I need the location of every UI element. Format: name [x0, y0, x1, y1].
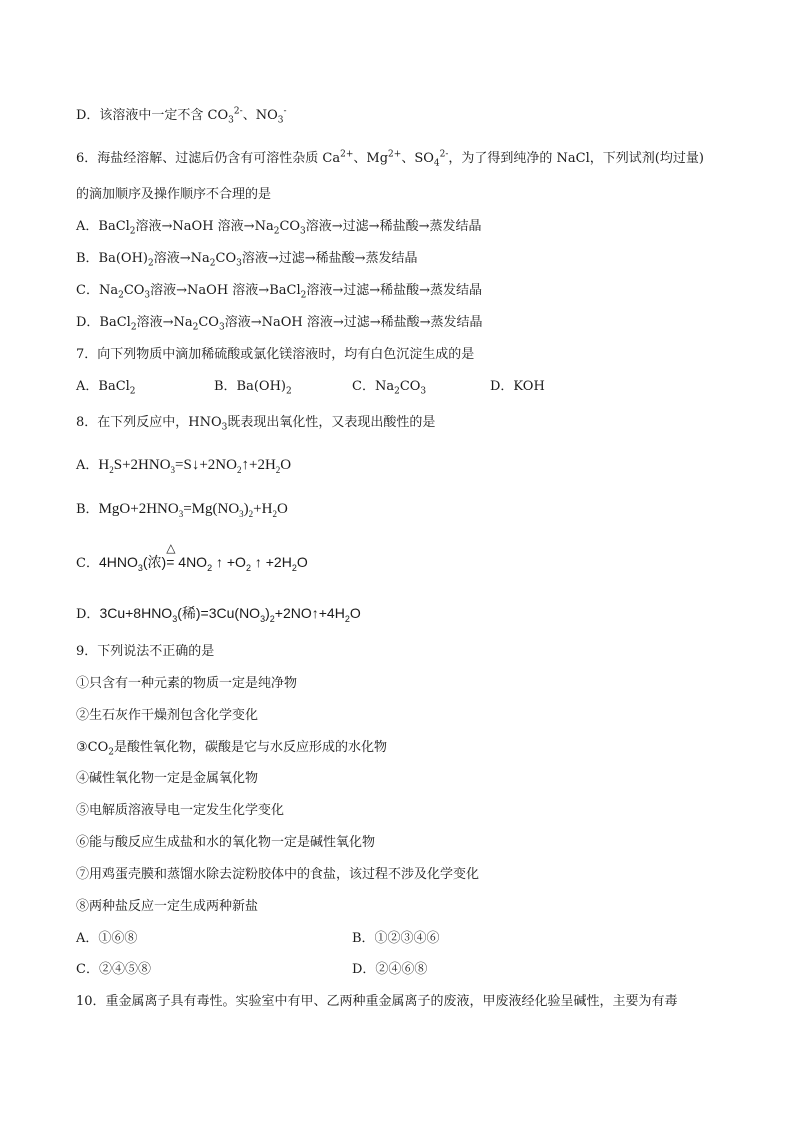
- q6-option-a[interactable]: A．BaCl$_2$溶液→NaOH 溶液$\to Na_2CO_3$溶液→过滤→稀盐酸→蒸发结晶: [76, 219, 482, 237]
- q7-option-b[interactable]: B．$Ba(OH)_2$: [214, 379, 292, 397]
- q9-statement-3: $③CO_2$是酸性氧化物，碳酸是它与水反应形成的水化物: [76, 740, 388, 758]
- q8-d-equation: $3Cu+8HNO_3$(稀)$=3Cu(NO_3)_2+2NO↑+4H_2O$: [99, 605, 361, 624]
- q9-option-b[interactable]: B．①②③④⑥: [352, 931, 440, 946]
- q9-statement-2: ②生石灰作干燥剂包含化学变化: [76, 708, 259, 723]
- q9-stem: 9．下列说法不正确的是: [76, 644, 215, 659]
- q7-stem: 7．向下列物质中滴加稀硫酸或氯化镁溶液时，均有白色沉淀生成的是: [76, 347, 475, 362]
- q8-c-equation: $4HNO_3$(浓) △ = $4NO_2$ ↑ $+O_2$ ↑ $+2H_2O$: [98, 541, 308, 573]
- q9-option-a[interactable]: A．①⑥⑧: [76, 931, 138, 946]
- q8-b-equation: $MgO+2HNO_3=Mg(NO_3)_2+H_2O$: [98, 501, 288, 519]
- q9-option-d[interactable]: D．②④⑥⑧: [352, 962, 428, 977]
- q6-option-c[interactable]: C．$Na_2CO_3$溶液→NaOH 溶液→BaCl$_2$溶液→过滤→稀盐酸→蒸发结晶: [76, 283, 483, 301]
- q7-option-d[interactable]: D．KOH: [490, 379, 545, 394]
- q9-statement-6: ⑥能与酸反应生成盐和水的氧化物一定是碱性氧化物: [76, 835, 376, 850]
- q8-stem: 8．在下列反应中，$HNO_3$既表现出氧化性，又表现出酸性的是: [76, 415, 436, 433]
- q9-option-c[interactable]: C．②④⑤⑧: [76, 962, 151, 977]
- q8-option-b[interactable]: B．$MgO+2HNO_3=Mg(NO_3)_2+H_2O$: [76, 501, 288, 519]
- q8-option-d[interactable]: D．$3Cu+8HNO_3$(稀)$=3Cu(NO_3)_2+2NO↑+4H_2O$: [76, 605, 361, 624]
- q8-a-equation: $H_2S+2HNO_3=S↓+2NO_2↑+2H_2O$: [98, 457, 292, 475]
- q9-statement-1: ①只含有一种元素的物质一定是纯净物: [76, 676, 298, 691]
- q6-stem-line2: 的滴加顺序及操作顺序不合理的是: [76, 187, 272, 202]
- q9-statement-4: ④碱性氧化物一定是金属氧化物: [76, 771, 259, 786]
- heating-symbol: △ =: [166, 541, 176, 570]
- q7-option-a[interactable]: A．BaCl$_2$: [76, 379, 136, 397]
- q5-option-d[interactable]: D．该溶液中一定不含 $CO_3^{2-}$、$NO_3^-$: [76, 106, 287, 126]
- q8-option-c[interactable]: C．$4HNO_3$(浓) △ = $4NO_2$ ↑ $+O_2$ ↑ $+2H_2O$: [76, 541, 308, 573]
- q9-statement-5: ⑤电解质溶液导电一定发生化学变化: [76, 803, 285, 818]
- q5-d-text: D．该溶液中一定不含 CO: [76, 108, 229, 123]
- q6-stem-line1: 6．海盐经溶解、过滤后仍含有可溶性杂质 $Ca^{2+}$、$Mg^{2+}$、$SO_4^{2-}$，为了得到纯净的 NaCl，下列试剂(均过量): [76, 149, 704, 169]
- q8-option-a[interactable]: A．$H_2S+2HNO_3=S↓+2NO_2↑+2H_2O$: [76, 457, 292, 475]
- q6-option-b[interactable]: B．$Ba(OH)_2$溶液$\to Na_2CO_3$溶液→过滤→稀盐酸→蒸发结晶: [76, 251, 418, 269]
- q10-stem: 10．重金属离子具有毒性。实验室中有甲、乙两种重金属离子的废液，甲废液经化验呈碱性，主要为有毒: [76, 994, 678, 1009]
- q7-option-c[interactable]: C．$Na_2CO_3$: [352, 379, 427, 397]
- q9-statement-8: ⑧两种盐反应一定生成两种新盐: [76, 899, 259, 914]
- q6-option-d[interactable]: D．BaCl$_2$溶液$\to Na_2CO_3$溶液→NaOH 溶液→过滤→稀盐酸→蒸发结晶: [76, 315, 483, 333]
- q9-statement-7: ⑦用鸡蛋壳膜和蒸馏水除去淀粉胶体中的食盐，该过程不涉及化学变化: [76, 867, 480, 882]
